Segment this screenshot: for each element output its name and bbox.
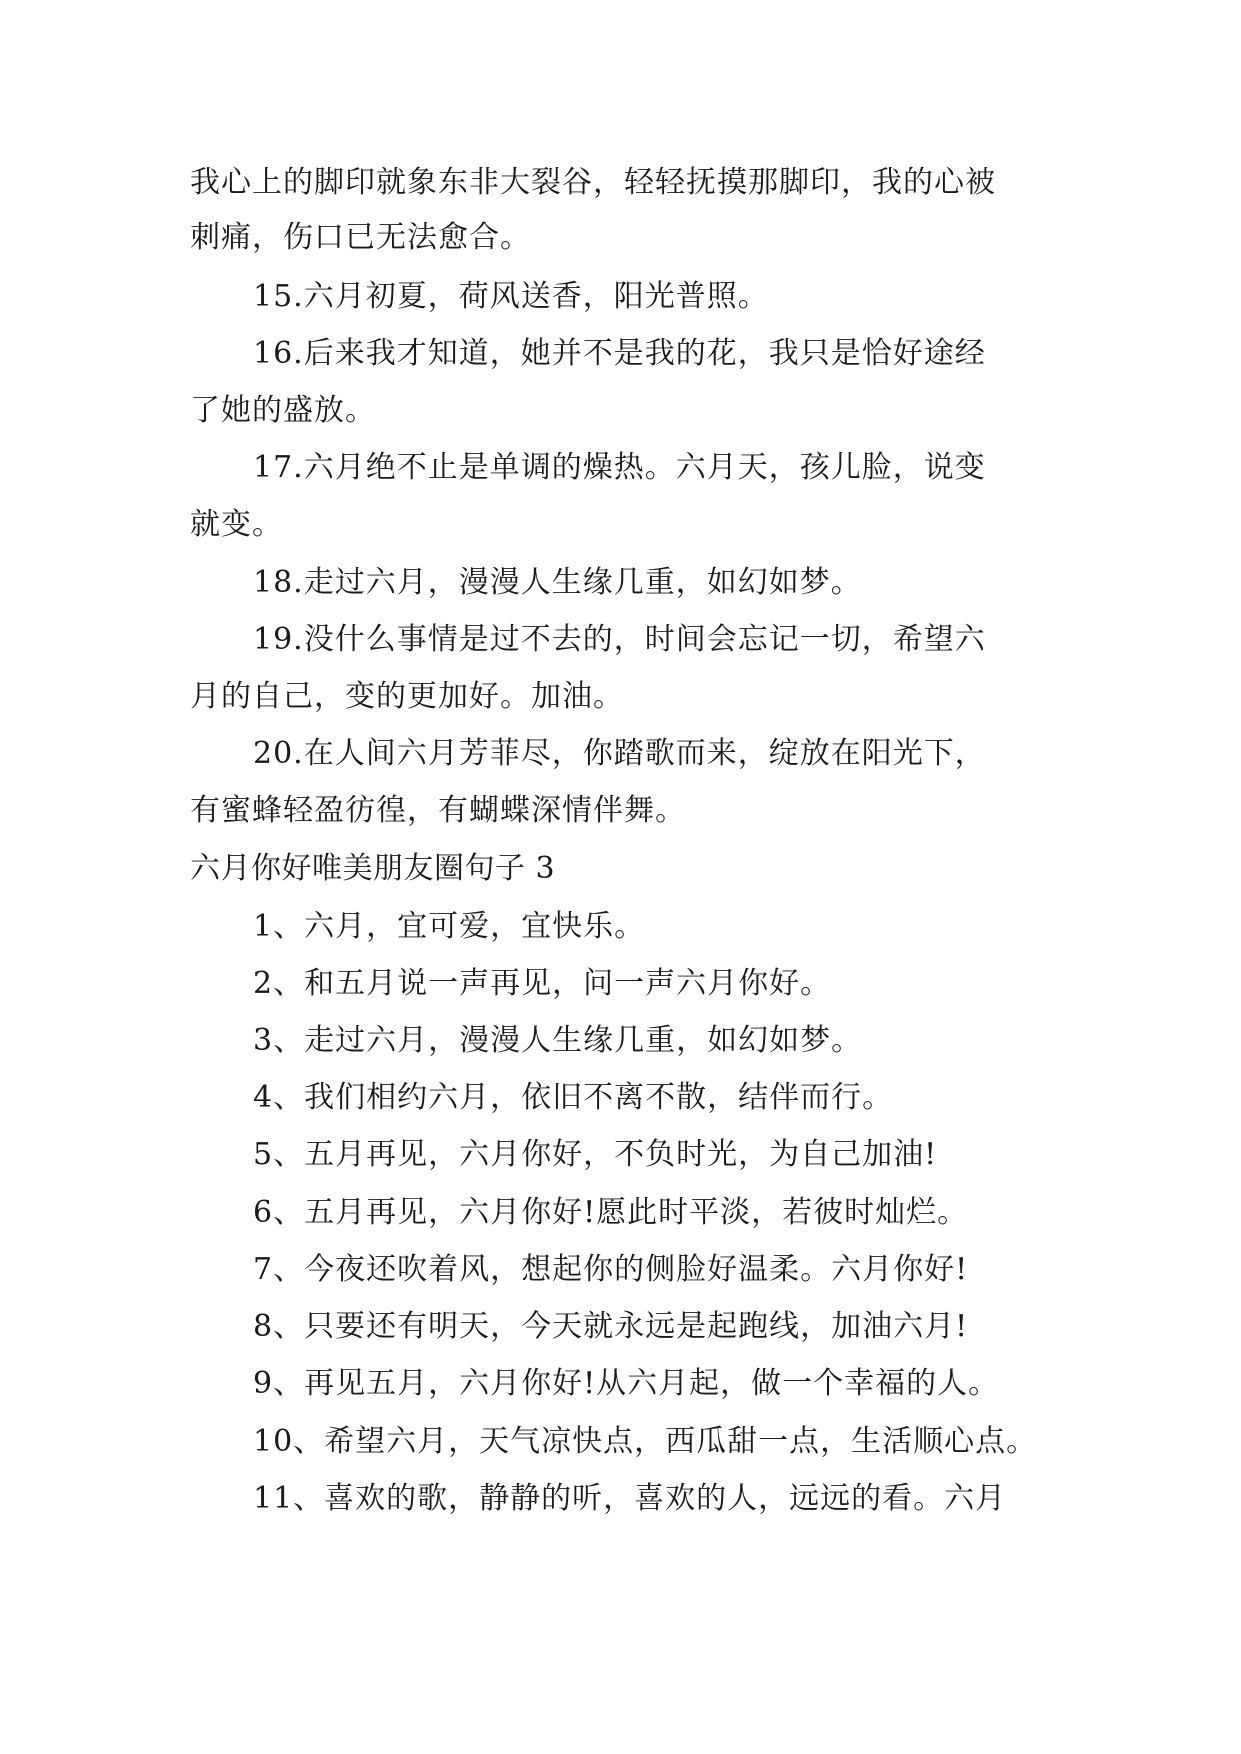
list-item-17: 17.六月绝不止是单调的燥热。六月天，孩儿脸，说变 bbox=[253, 450, 986, 485]
intro-line-1: 我心上的脚印就象东非大裂谷，轻轻抚摸那脚印，我的心被 bbox=[190, 165, 996, 200]
list-item-20: 20.在人间六月芳菲尽，你踏歌而来，绽放在阳光下， bbox=[253, 736, 986, 771]
list-item-19-continuation: 月的自己，变的更加好。加油。 bbox=[190, 679, 624, 714]
list-item-5: 5、五月再见，六月你好，不负时光，为自己加油! bbox=[253, 1137, 938, 1172]
list-item-11: 11、喜欢的歌，静静的听，喜欢的人，远远的看。六月 bbox=[253, 1481, 1007, 1516]
list-item-7: 7、今夜还吹着风，想起你的侧脸好温柔。六月你好! bbox=[253, 1252, 969, 1287]
list-item-2: 2、和五月说一声再见，问一声六月你好。 bbox=[253, 966, 832, 1001]
list-item-1: 1、六月，宜可爱，宜快乐。 bbox=[253, 909, 646, 944]
list-item-19: 19.没什么事情是过不去的，时间会忘记一切，希望六 bbox=[253, 622, 986, 657]
list-item-8: 8、只要还有明天，今天就永远是起跑线，加油六月! bbox=[253, 1309, 969, 1344]
list-item-17-continuation: 就变。 bbox=[190, 507, 283, 542]
list-item-20-continuation: 有蜜蜂轻盈彷徨，有蝴蝶深情伴舞。 bbox=[190, 793, 686, 828]
list-item-3: 3、走过六月，漫漫人生缘几重，如幻如梦。 bbox=[253, 1023, 863, 1058]
list-item-9: 9、再见五月，六月你好!从六月起，做一个幸福的人。 bbox=[253, 1366, 1000, 1401]
list-item-16-continuation: 了她的盛放。 bbox=[190, 393, 376, 428]
list-item-4: 4、我们相约六月，依旧不离不散，结伴而行。 bbox=[253, 1080, 894, 1115]
list-item-15: 15.六月初夏，荷风送香，阳光普照。 bbox=[253, 279, 769, 314]
list-item-18: 18.走过六月，漫漫人生缘几重，如幻如梦。 bbox=[253, 565, 862, 600]
intro-line-2: 刺痛，伤口已无法愈合。 bbox=[190, 220, 531, 255]
list-item-16: 16.后来我才知道，她并不是我的花，我只是恰好途经 bbox=[253, 336, 986, 371]
list-item-10: 10、希望六月，天气凉快点，西瓜甜一点，生活顺心点。 bbox=[253, 1424, 1038, 1459]
section-title: 六月你好唯美朋友圈句子 3 bbox=[190, 851, 556, 886]
list-item-6: 6、五月再见，六月你好!愿此时平淡，若彼时灿烂。 bbox=[253, 1195, 969, 1230]
